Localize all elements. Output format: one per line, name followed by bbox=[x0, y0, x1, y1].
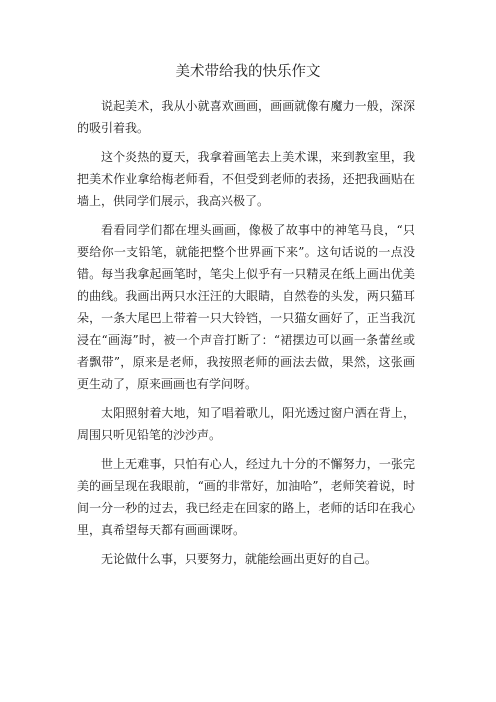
paragraph: 太阳照射着大地，知了唱着歌儿，阳光透过窗户洒在背上，周围只听见铅笔的沙沙声。 bbox=[77, 406, 415, 442]
paragraph: 这个炎热的夏天，我拿着画笔去上美术课，来到教室里，我把美术作业拿给梅老师看，不但受到老师的表扬，还把我画贴在墙上，供同学们展示，我高兴极了。 bbox=[77, 150, 415, 208]
document-title: 美术带给我的快乐作文 bbox=[175, 64, 321, 80]
paragraph: 世上无难事，只怕有心人，经过九十分的不懈努力，一张完美的画呈现在我眼前，“画的非常好，加油哈”，老师笑着说，时间一分一秒的过去，我已经走在回家的路上，老师的话印在我心里，真希望每天都有画画课呀。 bbox=[77, 457, 415, 537]
paragraph: 看看同学们都在埋头画画，像极了故事中的神笔马良，“只要给你一支铅笔，就能把整个世界画下来”。这句话说的一点没错。每当我拿起画笔时，笔尖上似乎有一只精灵在纸上画出优美的曲线。我画出两只水汪汪的大眼睛，自然卷的头发，两只猫耳朵，一条大尾巴上带着一只大铃铛，一只猫女画好了，正当我沉浸在“画海”时，被一个声音打断了：“裙摆边可以画一条蕾丝或者飘带”，原来是老师，我按照老师的画法去做，果然，这张画更生动了，原来画画也有学问呀。 bbox=[77, 223, 415, 391]
paragraph: 说起美术，我从小就喜欢画画，画画就像有魔力一般，深深的吸引着我。 bbox=[77, 99, 415, 135]
document-body bbox=[77, 95, 415, 577]
paragraph: 无论做什么事，只要努力，就能绘画出更好的自己。 bbox=[101, 552, 378, 566]
